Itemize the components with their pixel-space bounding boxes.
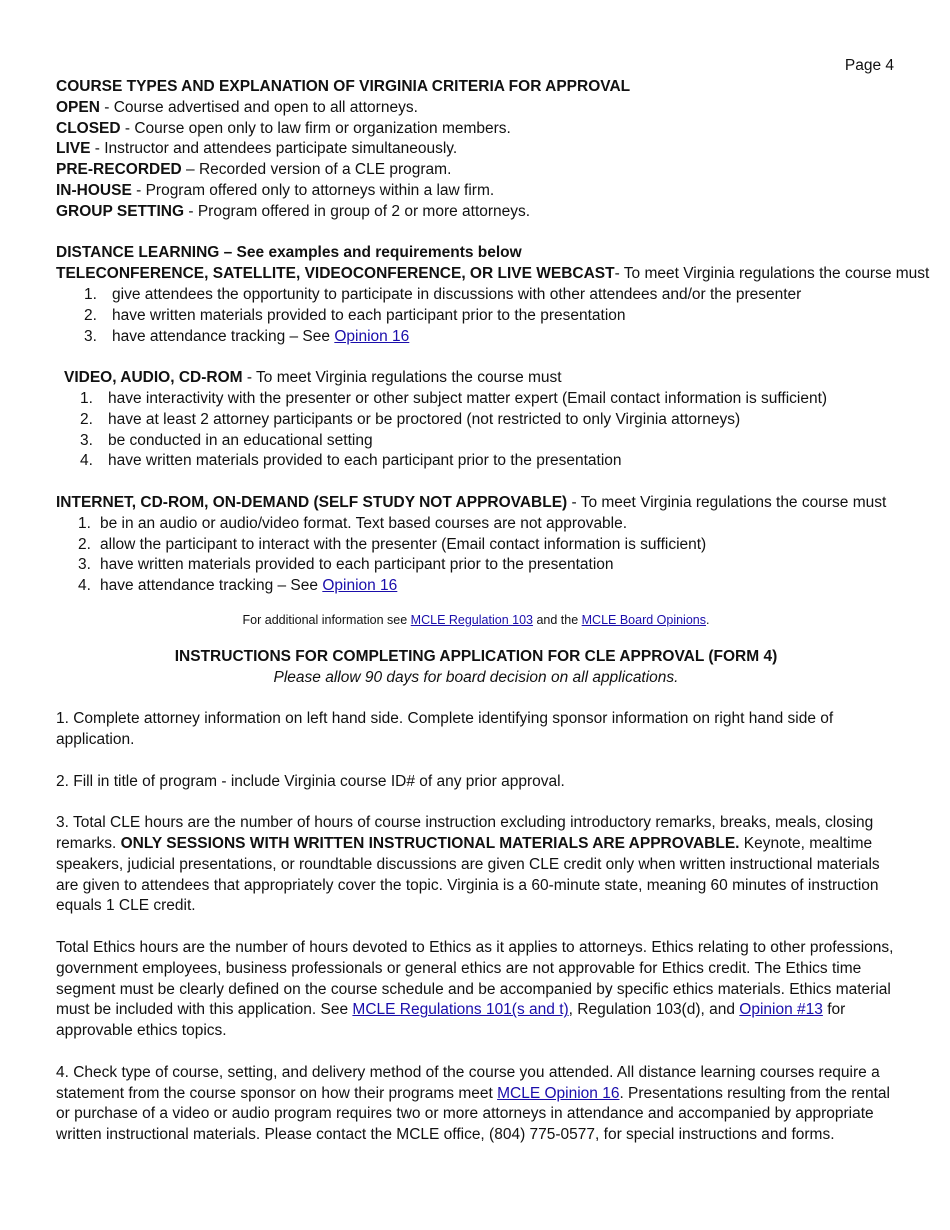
tele-requirements (56, 285, 896, 347)
desc: - To meet Virginia regulations the course must (242, 369, 562, 387)
course-type-live (56, 139, 896, 160)
course-type-group (56, 202, 896, 223)
course-types-heading: COURSE TYPES AND EXPLANATION OF VIRGINIA CRITERIA FOR APPROVAL (56, 78, 631, 95)
mcle-regulation-103-link[interactable]: MCLE Regulation 103 (410, 612, 533, 627)
course-type-prerecorded (56, 160, 896, 181)
course-types-list (56, 98, 896, 223)
opinion-13-link[interactable]: Opinion #13 (739, 1001, 823, 1019)
desc: - Program offered in group of 2 or more attorneys. (184, 202, 531, 220)
instructions-subheading: Please allow 90 days for board decision on all applications. (273, 668, 679, 686)
opinion-16-link[interactable]: Opinion 16 (322, 577, 398, 595)
list-item: 3. be conducted in an educational setting (80, 431, 373, 449)
internet-requirements (56, 514, 896, 597)
list-item: 4. have written materials provided to each participant prior to the presentation (80, 452, 622, 470)
desc: – Recorded version of a CLE program. (181, 161, 452, 179)
term: IN-HOUSE (56, 181, 132, 199)
instructions-heading: INSTRUCTIONS FOR COMPLETING APPLICATION FOR CLE APPROVAL (FORM 4) (174, 647, 778, 665)
desc: - Instructor and attendees participate simultaneously. (90, 140, 458, 158)
term: INTERNET, CD-ROM, ON-DEMAND (SELF STUDY NOT APPROVABLE) (56, 493, 568, 511)
list-item: 1. be in an audio or audio/video format. Text based courses are not approvable. (78, 514, 628, 532)
desc: - Program offered only to attorneys within a law firm. (131, 181, 495, 199)
list-item: 2. have written materials provided to each participant prior to the presentation (84, 306, 626, 324)
list-item: 3. have written materials provided to each participant prior to the presentation (78, 556, 614, 574)
instruction-2: 2. Fill in title of program - include Virginia course ID# of any prior approval. (56, 772, 565, 790)
document-page (56, 0, 930, 1146)
term: OPEN (56, 98, 100, 116)
instruction-3: 3. Total CLE hours are the number of hours of course instruction excluding introductory remarks, breaks, meals, closing remarks. ONLY SESSIONS WITH WRITTEN INSTRUCTIONAL MATERIALS ARE APPROVABLE. Keynote, mealtime speakers, judicial presentations, or roundtable discussions are given CLE credit only when written instructional materials are given to attendees that appropriately cover the topic. Virginia is a 60-minute state, meaning 60 minutes of instruction equals 1 CLE credit. (56, 814, 880, 915)
term: GROUP SETTING (56, 202, 185, 220)
list-item: 1. have interactivity with the presenter or other subject matter expert (Email contact information is sufficient) (80, 389, 828, 407)
list-item: 1. give attendees the opportunity to participate in discussions with other attendees and/or the presenter (84, 285, 802, 303)
ethics-paragraph: Total Ethics hours are the number of hours devoted to Ethics as it applies to attorneys. Ethics relating to other professions, government employees, business professionals or general ethics are not approvable for Ethics credit. The Ethics time segment must be clearly defined on the course schedule and be accompanied by specific ethics materials. Ethics material must be included with this application. See MCLE Regulations 101(s and t), Regulation 103(d), and Opinion #13 for approvable ethics topics. (56, 939, 894, 1040)
mcle-regulations-101-link[interactable]: MCLE Regulations 101(s and t) (352, 1001, 569, 1019)
distance-heading: DISTANCE LEARNING – See examples and requirements below (56, 244, 522, 262)
course-type-inhouse (56, 181, 896, 202)
internet-intro (56, 493, 896, 514)
page-number: Page 4 (844, 57, 894, 74)
list-item: 3. have attendance tracking – See Opinion 16 (84, 327, 410, 345)
list-item: 4. have attendance tracking – See Opinion 16 (78, 577, 398, 595)
term: CLOSED (56, 119, 121, 137)
desc: - Course advertised and open to all attorneys. (99, 98, 418, 116)
opinion-16-link[interactable]: Opinion 16 (334, 327, 410, 345)
list-item: 2. allow the participant to interact with the presenter (Email contact information is sufficient) (78, 535, 707, 553)
video-intro (56, 368, 896, 389)
instruction-4: 4. Check type of course, setting, and delivery method of the course you attended. All distance learning courses require a statement from the course sponsor on how their programs meet MCLE Opinion 16. Presentations resulting from the rental or purchase of a video or audio program requires two or more attorneys in attendance and accompanied by appropriate written instructional materials. Please contact the MCLE office, (804) 775-0577, for special instructions and forms. (56, 1063, 890, 1144)
desc: - Course open only to law firm or organization members. (120, 119, 511, 137)
course-type-closed (56, 119, 896, 140)
list-item: 2. have at least 2 attorney participants or be proctored (not restricted to only Virginia attorneys) (80, 410, 741, 428)
term: PRE-RECORDED (56, 161, 182, 179)
desc: - To meet Virginia regulations the course must (614, 265, 930, 283)
mcle-board-opinions-link[interactable]: MCLE Board Opinions (581, 612, 706, 627)
desc: - To meet Virginia regulations the course must (567, 493, 887, 511)
video-requirements (56, 389, 896, 472)
term: VIDEO, AUDIO, CD-ROM (64, 369, 243, 387)
mcle-opinion-16-link[interactable]: MCLE Opinion 16 (497, 1084, 620, 1102)
instruction-1: 1. Complete attorney information on left hand side. Complete identifying sponsor information on right hand side of application. (56, 710, 834, 749)
term: LIVE (56, 140, 91, 158)
term: TELECONFERENCE, SATELLITE, VIDEOCONFERENCE, OR LIVE WEBCAST (56, 265, 615, 283)
tele-intro (56, 264, 930, 285)
additional-info: For additional information see MCLE Regulation 103 and the MCLE Board Opinions. (242, 612, 710, 627)
course-type-open (56, 98, 896, 119)
